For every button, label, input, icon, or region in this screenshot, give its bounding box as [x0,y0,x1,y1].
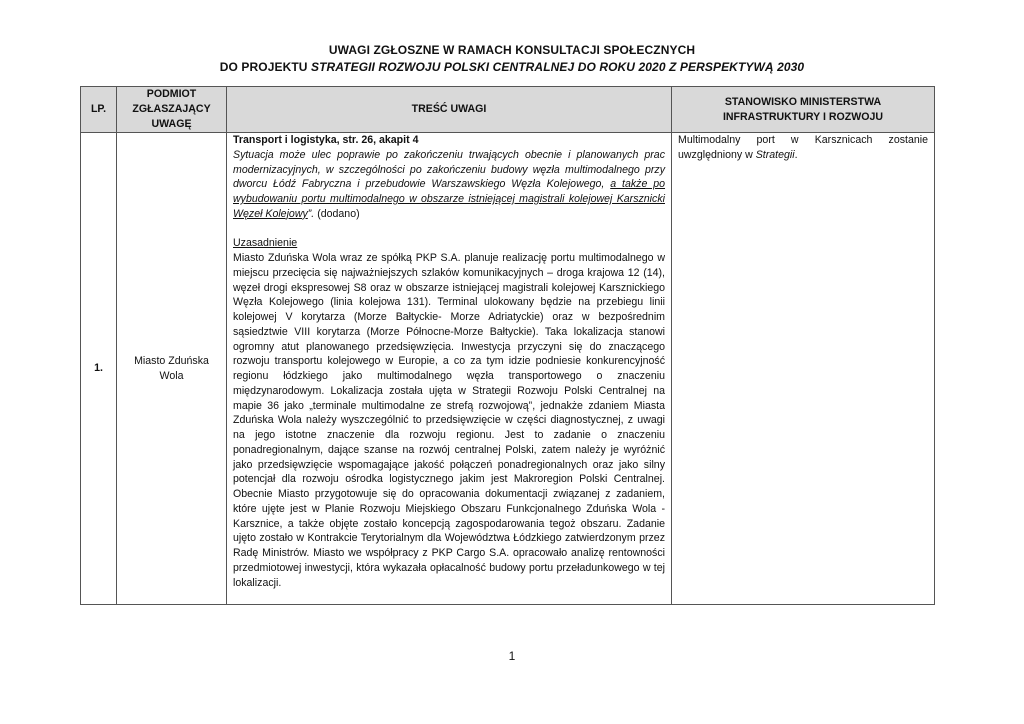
table-header-row [81,87,935,133]
position-italic: Strategii [755,148,795,161]
proposed-text-added: a także po wybudowaniu portu multimodalnego w obszarze istniejącej magistrali kolejowej Karsznicki Węzeł Kolejowy [233,178,666,220]
ministry-position [672,133,935,605]
proposed-text-plain: Sytuacja może ulec poprawie po zakończeniu trwających obecnie i planowanych prac modernizacyjnych, w szczególności po zakończeniu budowy węzła multimodalnego przy dworcu Łódź Fabryczna i przebudowie Warszawskiego Węzła Kolejowego, [233,148,665,191]
comments-table [80,86,935,605]
column-header-podmiot: PODMIOT ZGŁASZAJĄCY UWAGĘ [117,87,227,133]
column-header-lp: LP. [81,87,117,133]
page-number: 1 [508,649,516,663]
column-header-tresc: TREŚĆ UWAGI [227,87,672,133]
comment-heading: Transport i logistyka, str. 26, akapit 4 [233,134,419,146]
added-note: (dodano) [314,207,360,220]
justification-label: Uzasadnienie [233,237,298,250]
title-prefix: DO PROJEKTU [219,60,311,74]
position-end: . [794,148,798,161]
proposed-text-end: ”. [307,207,315,220]
justification-text: Miasto Zduńska Wola wraz ze spółką PKP S.A. planuje realizację portu multimodalnego w miejscu przecięcia się najważniejszych szlaków komunikacyjnych – droga krajowa 12 (14), węzeł drogi ekspresowej S8 oraz w obszarze istniejącej magistrali kolejowej Karsznickiego Węzła Kolejowego (linia kolejowa 131). Terminal ulokowany będzie na przebiegu linii kolejowej V korytarza (Morze Bałtyckie- Morze Adriatyckie) oraz w bezpośrednim sąsiedztwie VIII korytarza (Morze Północne-Morze Bałtyckie). Taka lokalizacja stanowi ogromny atut planowanego przedsięwzięcia. Inwestycja przyczyni się do znaczącego rozwoju transportu kolejowego w Europie, a co za tym idzie podniesie konkurencyjność regionu łódzkiego jako multimodalnego węzła transportowego o znaczeniu międzynarodowym. Lokalizacja została ujęta w Strategii Rozwoju Polski Centralnej na mapie 36 jako „terminale multimodalne ze strefą rozwojową”, jednakże zdaniem Miasta Zduńska Wola należy wyszczególnić to przedsięwzięcie w części diagnostycznej, z uwagi na jego istotne znaczenie dla rozwoju regionu. Jest to zadanie o znaczeniu ponadregionalnym, dające szanse na rozwój centralnej Polski, zatem należy je wyróżnić jako przedsięwzięcie wspomagające jakość połączeń ponadregionalnych oraz jako silny potencjał dla rozwoju ośrodka logistycznego jakim jest Makroregion Polski Centralnej. Obecnie Miasto przygotowuje się do opracowania dokumentacji związanej z zadaniem, które ujęte jest w Planie Rozwoju Miejskiego Obszaru Funkcjonalnego Zduńska Wola - Karsznice, a także objęte zostało koncepcją zagospodarowania tegoż obszaru. Zadanie ujęto zostało w Kontrakcie Terytorialnym dla Województwa Łódzkiego zatwierdzonym przez Radę Ministrów. Miasto we współpracy z PKP Cargo S.A. opracowało analizę rentowności przedmiotowej inwestycji, która wykazała opłacalność budowy portu przeładunkowego w tej lokalizacji. [233,252,665,589]
table-row [81,133,935,605]
comment-content [227,133,672,605]
comment-proposed-text [233,148,665,222]
title-strategy-name: STRATEGII ROZWOJU POLSKI CENTRALNEJ DO ROKU 2020 Z PERSPEKTYWĄ 2030 [310,60,805,74]
document-title-line-1: UWAGI ZGŁOSZNE W RAMACH KONSULTACJI SPOŁECZNYCH [328,43,696,57]
submitting-entity: Miasto Zduńska Wola [117,133,227,605]
position-plain: Multimodalny port w Karsznicach zostanie uwzględniony w [678,134,928,161]
column-header-stanowisko: STANOWISKO MINISTERSTWA INFRASTRUKTURY I ROZWOJU [672,87,935,133]
row-number: 1. [81,133,117,605]
document-title-line-2 [0,60,1024,74]
